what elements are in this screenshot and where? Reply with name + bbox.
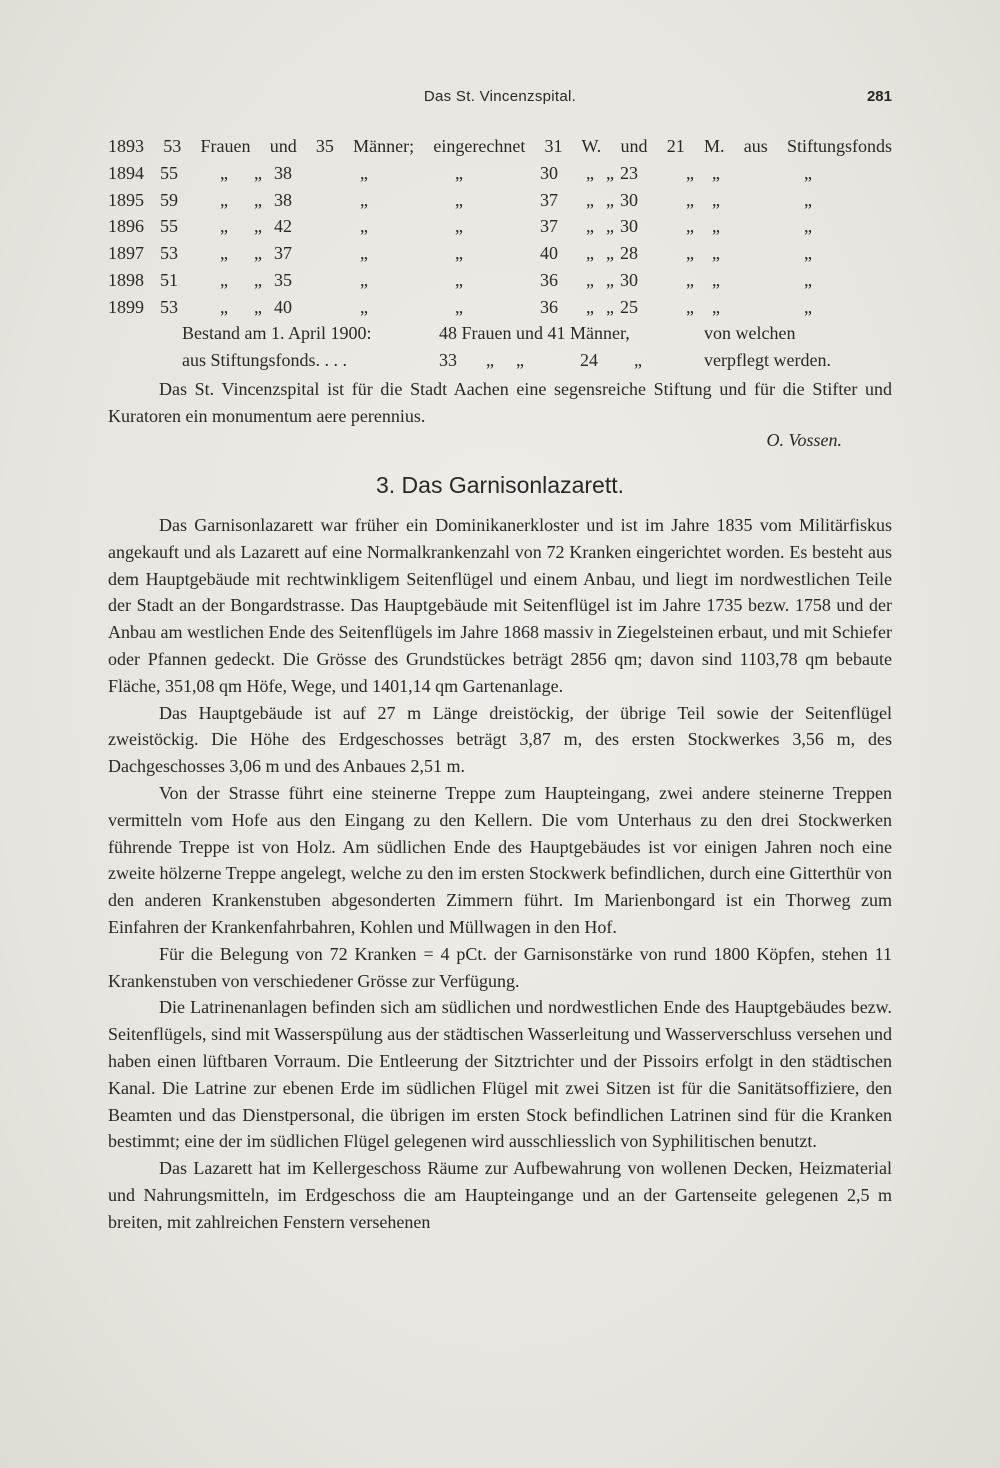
ditto-mark: „ xyxy=(686,269,694,290)
ditto-mark: „ xyxy=(360,189,368,210)
paragraph: Das Lazarett hat im Kellergeschoss Räume zur Aufbewahrung von wollenen Decken, Heizmaterial und Nahrungsmitteln, im Erdgeschoss die am Haupteingange und an der Gartenseite gelegenen 2,5 m breiten, mit zahlreichen Fenstern versehenen xyxy=(108,1158,892,1232)
maenner-cell: 35 xyxy=(274,269,292,290)
w-cell: 37 xyxy=(540,189,558,210)
ditto-mark: „ xyxy=(586,269,594,290)
bestand-fonds-label: aus Stiftungsfonds. . . . xyxy=(182,349,348,370)
maenner-cell: 40 xyxy=(274,296,292,317)
ditto-mark: „ xyxy=(804,269,812,290)
ditto-mark: „ xyxy=(686,189,694,210)
bestand-summary xyxy=(182,323,858,377)
w-cell: 37 xyxy=(540,216,558,237)
ditto-mark: „ xyxy=(360,162,368,183)
maenner-cell: 37 xyxy=(274,243,292,264)
ditto-mark: „ xyxy=(254,243,262,264)
bestand-verpflegt: verpflegt werden. xyxy=(704,349,831,370)
bestand-fonds-men: 24 xyxy=(580,349,598,370)
bestand-fonds-women: 33 xyxy=(439,349,457,370)
paragraph: Die Latrinenanlagen befinden sich am südlichen und nordwestlichen Ende des Hauptgebäudes bezw. Seitenflügels, sind mit Wasserspülung aus der städtischen Wasserleitung und Wasserverschluss versehen und haben einen lüftbaren Vorraum. Die Entleerung der Sitztrichter und der Pissoirs erfolgt in den städtischen Kanal. Die Latrine zur ebenen Erde im südlichen Flügel mit zwei Sitzen ist für die Sanitätsoffiziere, den Beamten und das Dienstpersonal, die übrigen im ersten Stock befindlichen Latrinen sind für die Kranken bestimmt; eine der im südlichen Flügel gelegenen wird ausschliesslich von Syphilitischen benutzt. xyxy=(108,997,892,1152)
table-row xyxy=(108,136,892,163)
m-cell: 30 xyxy=(620,216,638,237)
frauen-cell: 55 xyxy=(160,162,178,183)
w-cell: 36 xyxy=(540,296,558,317)
paragraph: Von der Strasse führt eine steinerne Treppe zum Haupteingang, zwei andere steinerne Treppen vermitteln vom Hofe aus den Eingang zu den Kellern. Die vom Unterhaus zu den drei Stockwerken führende Treppe ist von Holz. Am südlichen Ende des Hauptgebäudes ist vor einigen Jahren noch eine zweite hölzerne Treppe angelegt, welche zu den im ersten Stockwerk befindlichen, durch eine Gitterthür von den anderen Krankenstuben abgesonderten Zimmern führt. Im Marienbongard ist ein Thorweg zum Einfahren der Krankenfahrbahren, Kohlen und Müllwagen in den Hof. xyxy=(108,782,892,937)
paragraph: Für die Belegung von 72 Kranken = 4 pCt. der Garnisonstärke von rund 1800 Köpfen, stehen 11 Krankenstuben von verschiedener Grösse zur Verfügung. xyxy=(108,943,892,991)
ditto-mark: „ xyxy=(455,162,463,183)
maenner-cell: 42 xyxy=(274,216,292,237)
bestand-line-1 xyxy=(182,323,858,350)
ditto-mark: „ xyxy=(586,243,594,264)
page-number: 281 xyxy=(866,88,892,105)
m-cell: 30 xyxy=(620,269,638,290)
table-row xyxy=(108,270,892,297)
frauen-cell: 59 xyxy=(160,189,178,210)
frauen-cell: 55 xyxy=(160,216,178,237)
ditto-mark: „ xyxy=(455,243,463,264)
ditto-mark: „ xyxy=(686,162,694,183)
first-row-text: 1893 53 Frauen und 35 Männer; eingerechnet 31 W. und 21 M. aus Stiftungsfonds xyxy=(108,136,892,156)
frauen-cell: 53 xyxy=(160,243,178,264)
year-cell: 1894 xyxy=(108,162,144,183)
author-signature: O. Vossen. xyxy=(766,430,842,450)
ditto-mark: „ xyxy=(254,162,262,183)
ditto-mark: „ xyxy=(360,216,368,237)
running-title: Das St. Vincenzspital. xyxy=(423,88,577,105)
w-cell: 30 xyxy=(540,162,558,183)
table-row xyxy=(108,190,892,217)
ditto-mark: „ xyxy=(712,189,720,210)
ditto-mark: „ xyxy=(712,243,720,264)
frauen-cell: 51 xyxy=(160,269,178,290)
table-row xyxy=(108,243,892,270)
ditto-mark: „ xyxy=(606,216,614,237)
vincenz-paragraph-block xyxy=(108,376,892,430)
year-cell: 1899 xyxy=(108,296,144,317)
ditto-mark: „ xyxy=(220,243,228,264)
ditto-mark: „ xyxy=(220,216,228,237)
ditto-mark: „ xyxy=(804,162,812,183)
year-cell: 1898 xyxy=(108,269,144,290)
maenner-cell: 38 xyxy=(274,162,292,183)
page-header xyxy=(108,88,892,114)
year-cell: 1896 xyxy=(108,216,144,237)
year-cell: 1897 xyxy=(108,243,144,264)
table-row xyxy=(108,297,892,324)
paragraph: Das Hauptgebäude ist auf 27 m Länge dreistöckig, der übrige Teil sowie der Seitenflügel zweistöckig. Die Höhe des Erdgeschosses beträgt 3,87 m, des ersten Stockwerkes 3,56 m, des Dachgeschosses 3,06 m und des Anbaues 2,51 m. xyxy=(108,702,892,777)
bestand-tail: von welchen xyxy=(704,323,796,343)
ditto-mark: „ xyxy=(606,269,614,290)
ditto-mark: „ xyxy=(712,296,720,317)
ditto-mark: „ xyxy=(455,296,463,317)
ditto-mark: „ xyxy=(586,189,594,210)
ditto-mark: „ xyxy=(586,216,594,237)
ditto-mark: „ xyxy=(712,216,720,237)
main-text xyxy=(108,512,892,1236)
ditto-mark: „ xyxy=(516,349,524,370)
ditto-mark: „ xyxy=(712,269,720,290)
ditto-mark: „ xyxy=(804,216,812,237)
ditto-mark: „ xyxy=(254,216,262,237)
ditto-mark: „ xyxy=(360,243,368,264)
bestand-date: Bestand am 1. April 1900: xyxy=(182,323,372,343)
year-cell: 1895 xyxy=(108,189,144,210)
ditto-mark: „ xyxy=(254,189,262,210)
ditto-mark: „ xyxy=(254,296,262,317)
ditto-mark: „ xyxy=(220,296,228,317)
ditto-mark: „ xyxy=(455,216,463,237)
ditto-mark: „ xyxy=(686,216,694,237)
ditto-mark: „ xyxy=(486,349,494,370)
ditto-mark: „ xyxy=(712,162,720,183)
bestand-counts: 48 Frauen und 41 Männer, xyxy=(439,323,630,343)
ditto-mark: „ xyxy=(606,162,614,183)
table-row xyxy=(108,163,892,190)
ditto-mark: „ xyxy=(220,162,228,183)
paragraph: Das Garnisonlazarett war früher ein Dominikanerkloster und ist im Jahre 1835 vom Militärfiskus angekauft und als Lazarett auf eine Normalkrankenzahl von 72 Kranken eingerichtet worden. Es besteht aus dem Hauptgebäude mit rechtwinkligem Seitenflügel und einem Anbau, und liegt im nordwestlichen Teile der Stadt an der Bongardstrasse. Das Hauptgebäude mit Seitenflügel ist im Jahre 1735 bezw. 1758 und der Anbau am westlichen Ende des Seitenflügels im Jahre 1868 massiv in Ziegelsteinen erbaut, und mit Schiefer oder Pfannen gedeckt. Die Grösse des Grundstückes beträgt 2856 qm; davon sind 1103,78 qm bebaute Fläche, 351,08 qm Höfe, Wege, und 1401,14 qm Gartenanlage. xyxy=(108,515,892,696)
frauen-cell: 53 xyxy=(160,296,178,317)
m-cell: 23 xyxy=(620,162,638,183)
ditto-mark: „ xyxy=(686,296,694,317)
ditto-mark: „ xyxy=(220,269,228,290)
maenner-cell: 38 xyxy=(274,189,292,210)
ditto-mark: „ xyxy=(455,189,463,210)
section-heading: 3. Das Garnisonlazarett. xyxy=(375,472,624,498)
ditto-mark: „ xyxy=(220,189,228,210)
ditto-mark: „ xyxy=(586,296,594,317)
ditto-mark: „ xyxy=(254,269,262,290)
paragraph: Das St. Vincenzspital ist für die Stadt Aachen eine segensreiche Stiftung und für die Stifter und Kuratoren ein monumentum aere perennius. xyxy=(108,379,892,426)
ditto-mark: „ xyxy=(606,243,614,264)
m-cell: 28 xyxy=(620,243,638,264)
m-cell: 30 xyxy=(620,189,638,210)
ditto-mark: „ xyxy=(606,296,614,317)
w-cell: 40 xyxy=(540,243,558,264)
w-cell: 36 xyxy=(540,269,558,290)
ditto-mark: „ xyxy=(686,243,694,264)
bestand-line-2 xyxy=(182,350,858,377)
ditto-mark: „ xyxy=(360,296,368,317)
ditto-mark: „ xyxy=(804,243,812,264)
m-cell: 25 xyxy=(620,296,638,317)
table-row xyxy=(108,216,892,243)
ditto-mark: „ xyxy=(360,269,368,290)
statistics-table xyxy=(108,136,892,324)
ditto-mark: „ xyxy=(586,162,594,183)
ditto-mark: „ xyxy=(455,269,463,290)
ditto-mark: „ xyxy=(804,296,812,317)
ditto-mark: „ xyxy=(804,189,812,210)
ditto-mark: „ xyxy=(634,349,642,370)
ditto-mark: „ xyxy=(606,189,614,210)
